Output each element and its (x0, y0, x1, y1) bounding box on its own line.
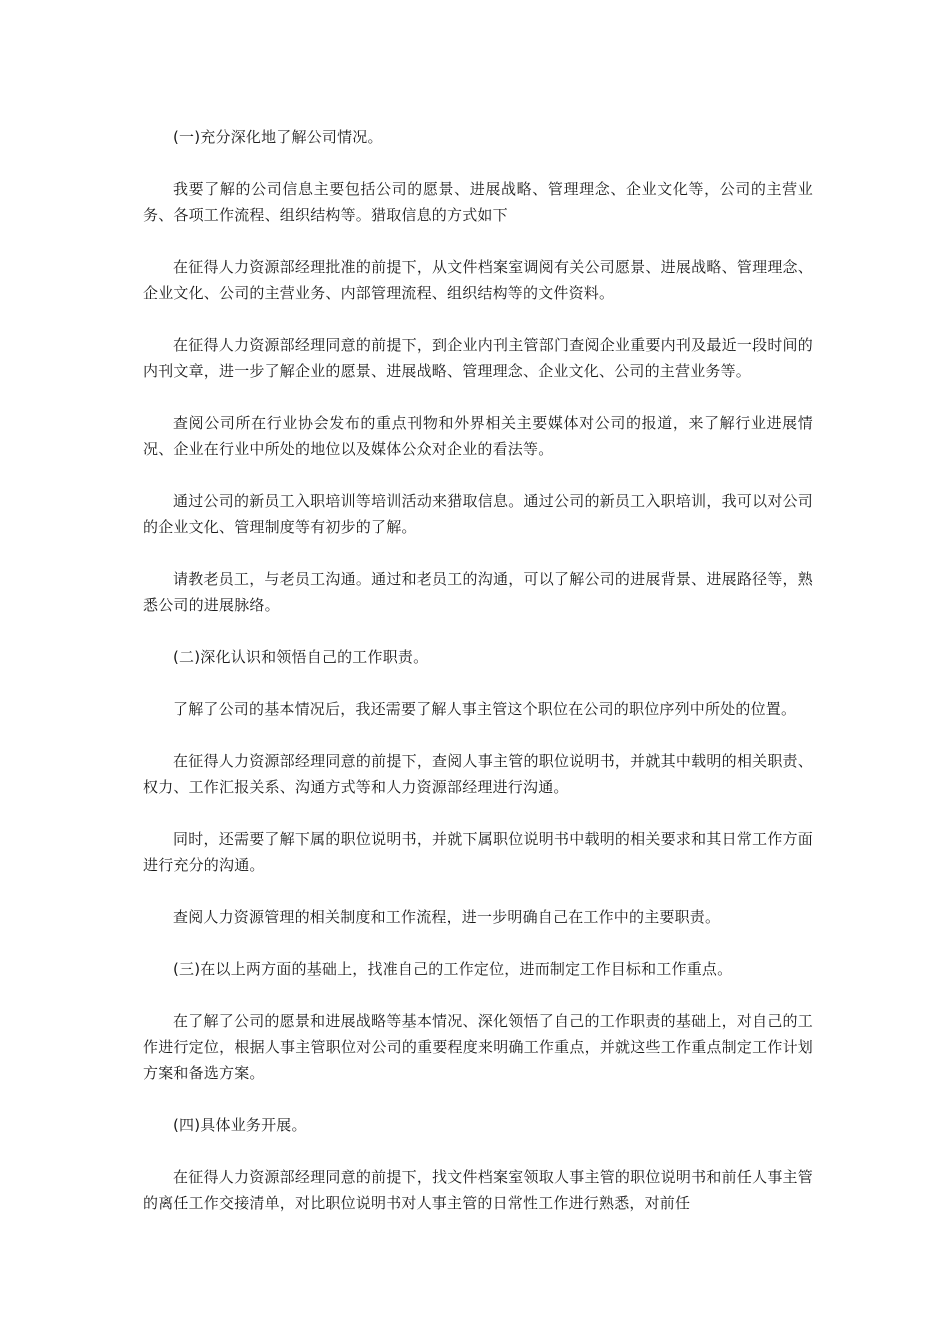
section-heading-4: (四)具体业务开展。 (173, 1116, 307, 1134)
section-heading-1: (一)充分深化地了解公司情况。 (173, 128, 383, 146)
paragraph: 在征得人力资源部经理批准的前提下，从文件档案室调阅有关公司愿景、进展战略、管理理念、企业文化、公司的主营业务、内部管理流程、组织结构等的文件资料。 (143, 258, 813, 302)
paragraph: 我要了解的公司信息主要包括公司的愿景、进展战略、管理理念、企业文化等，公司的主营业务、各项工作流程、组织结构等。猎取信息的方式如下 (143, 180, 813, 224)
section-heading-2: (二)深化认识和领悟自己的工作职责。 (173, 648, 429, 666)
section-heading-3: (三)在以上两方面的基础上，找准自己的工作定位，进而制定工作目标和工作重点。 (173, 960, 733, 978)
paragraph: 请教老员工，与老员工沟通。通过和老员工的沟通，可以了解公司的进展背景、进展路径等，熟悉公司的进展脉络。 (143, 570, 813, 614)
paragraph: 查阅公司所在行业协会发布的重点刊物和外界相关主要媒体对公司的报道，来了解行业进展情况、企业在行业中所处的地位以及媒体公众对企业的看法等。 (143, 414, 813, 458)
paragraph: 了解了公司的基本情况后，我还需要了解人事主管这个职位在公司的职位序列中所处的位置。 (173, 700, 797, 718)
paragraph: 在了解了公司的愿景和进展战略等基本情况、深化领悟了自己的工作职责的基础上，对自己的工作进行定位，根据人事主管职位对公司的重要程度来明确工作重点，并就这些工作重点制定工作计划方案和备选方案。 (143, 1012, 813, 1082)
paragraph: 查阅人力资源管理的相关制度和工作流程，进一步明确自己在工作中的主要职责。 (173, 908, 721, 926)
paragraph: 在征得人力资源部经理同意的前提下，到企业内刊主管部门查阅企业重要内刊及最近一段时间的内刊文章，进一步了解企业的愿景、进展战略、管理理念、企业文化、公司的主营业务等。 (143, 336, 813, 380)
paragraph: 同时，还需要了解下属的职位说明书，并就下属职位说明书中载明的相关要求和其日常工作方面进行充分的沟通。 (143, 830, 813, 874)
paragraph: 在征得人力资源部经理同意的前提下，查阅人事主管的职位说明书，并就其中载明的相关职责、权力、工作汇报关系、沟通方式等和人力资源部经理进行沟通。 (143, 752, 813, 796)
document-body (143, 124, 813, 1242)
paragraph: 通过公司的新员工入职培训等培训活动来猎取信息。通过公司的新员工入职培训，我可以对公司的企业文化、管理制度等有初步的了解。 (143, 492, 813, 536)
paragraph: 在征得人力资源部经理同意的前提下，找文件档案室领取人事主管的职位说明书和前任人事主管的离任工作交接清单，对比职位说明书对人事主管的日常性工作进行熟悉，对前任 (143, 1168, 813, 1212)
